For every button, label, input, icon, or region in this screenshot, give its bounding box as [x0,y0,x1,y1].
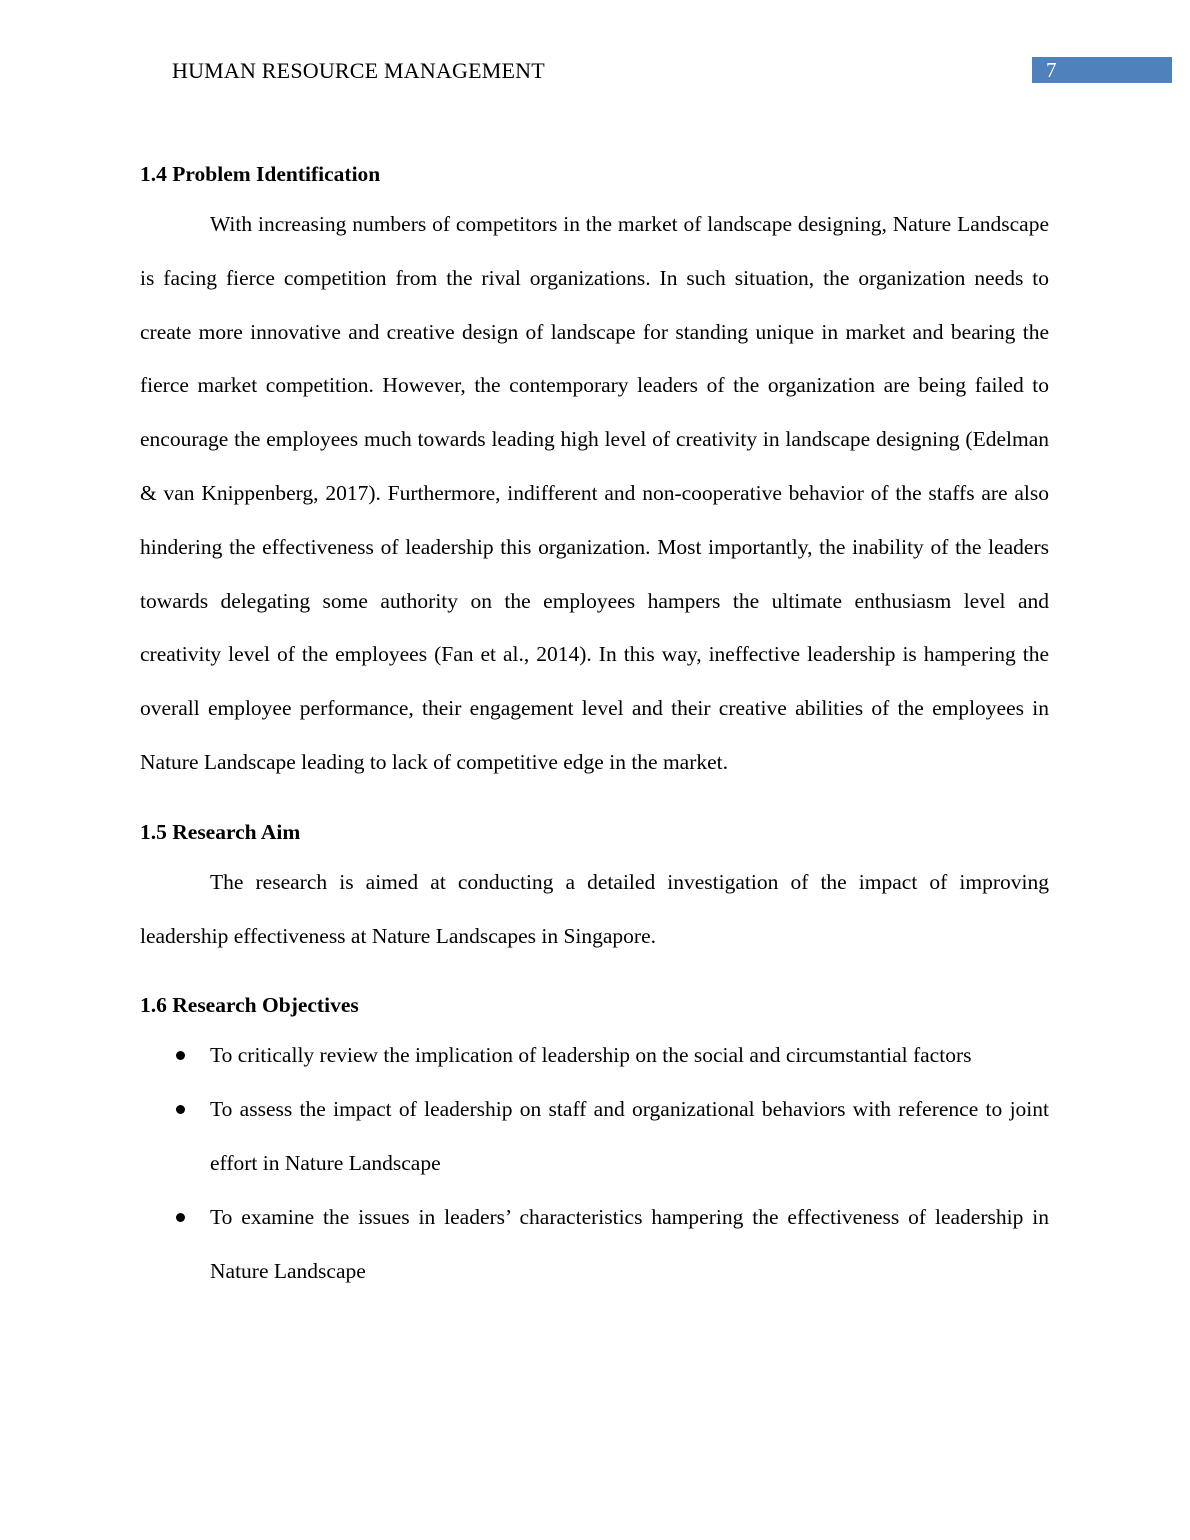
objective-item [140,1083,1049,1191]
bullet-icon [176,1213,185,1222]
running-head: HUMAN RESOURCE MANAGEMENT [172,58,545,83]
objective-text: To assess the impact of leadership on staff and organizational behaviors with reference to joint effort in Nature Landscape [210,1097,1049,1175]
objective-text: To examine the issues in leaders’ characteristics hampering the effectiveness of leadership in Nature Landscape [210,1204,1049,1283]
bullet-icon [176,1051,185,1060]
section-spacer [140,790,1049,808]
objectives-list [140,1029,1049,1298]
page-number: 7 [1046,58,1057,82]
section-heading-research-objectives: 1.6 Research Objectives [140,993,359,1018]
bullet-icon [176,1105,185,1114]
page-number-box [1032,57,1172,83]
section-heading-problem-identification: 1.4 Problem Identification [140,162,381,186]
problem-identification-paragraph: With increasing numbers of competitors in the market of landscape designing, Nature Landscape is facing fierce competition from the rival organizations. In such situation, the organization needs to create more innovative and creative design of landscape for standing unique in market and bearing the fierce market competition. However, the contemporary leaders of the organization are being failed to encourage the employees much towards leading high level of creativity in landscape designing (Edelman & van Knippenberg, 2017). Furthermore, indifferent and non-cooperative behavior of the staffs are also hindering the effectiveness of leadership this organization. Most importantly, the inability of the leaders towards delegating some authority on the employees hampers the ultimate enthusiasm level and creativity level of the employees (Fan et al., 2014). In this way, ineffective leadership is hampering the overall employee performance, their engagement level and their creative abilities of the employees in Nature Landscape leading to lack of competitive edge in the market. [140,212,1049,774]
objective-text: To critically review the implication of leadership on the social and circumstantial factors [210,1043,972,1068]
section-spacer [140,963,1049,981]
objective-item [140,1029,1049,1083]
document-body [140,150,1049,1298]
objective-item [140,1191,1049,1299]
research-aim-paragraph: The research is aimed at conducting a detailed investigation of the impact of improving leadership effectiveness at Nature Landscapes in Singapore. [140,869,1049,948]
section-heading-research-aim: 1.5 Research Aim [140,819,301,844]
